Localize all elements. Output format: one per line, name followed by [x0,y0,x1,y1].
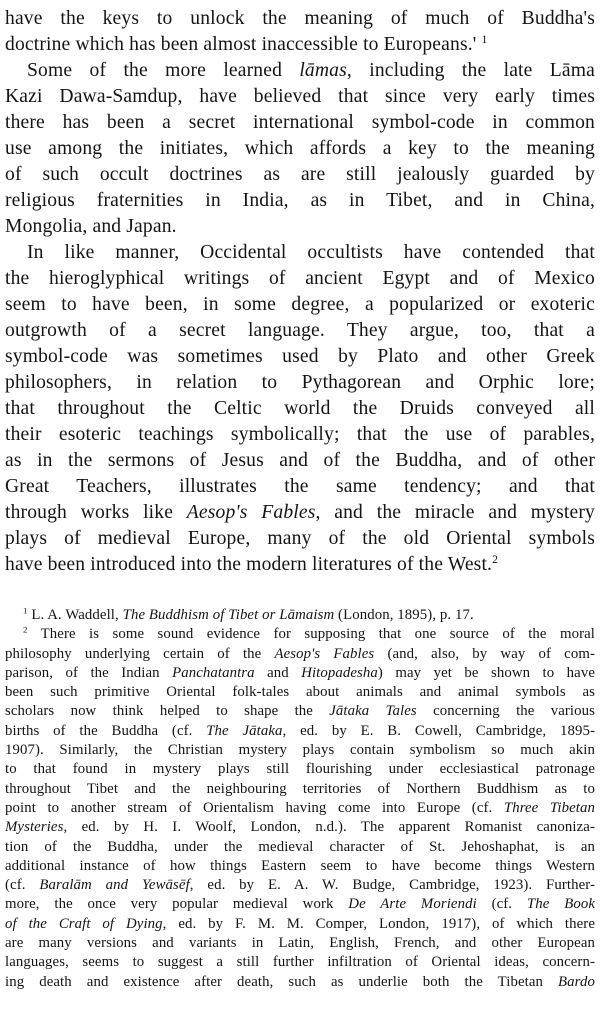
italic-text: De Arte Moriendi [348,896,477,913]
text-line [5,474,595,500]
footnote-line [5,683,595,702]
footnote-line [5,953,595,972]
italic-text: Mysteries [5,819,64,836]
text-run: L. A. Waddell, [27,607,123,623]
text-run: ) may yet be shown to have [377,664,596,681]
text-run: are many versions and variants in Latin, English, French, and other European [5,935,595,952]
text-run: (cf. [5,877,40,894]
text-run: have the keys to unlock the meaning of much of Buddha's [5,8,595,29]
text-line [5,58,595,84]
text-run: to that found in mystery plays still flourishing under ecclesiastical patronage [5,761,595,778]
text-run: philosophy underlying certain of the [5,645,275,662]
text-line [5,32,595,58]
text-run: the hieroglyphical writings of ancient Egypt and of Mexico [5,268,595,289]
text-line [5,370,595,396]
text-line [5,6,595,32]
text-line [5,292,595,318]
footnote-line [5,895,595,914]
footnote-line [5,760,595,779]
text-run: tion of the Buddha, under the medieval character of St. Jehoshaphat, is an [5,838,595,855]
text-run: through works like [5,502,187,523]
footnotes [5,606,595,992]
footnote-line [5,857,595,876]
text-line [5,396,595,422]
text-run: symbol-code was sometimes used by Plato and other Greek [5,346,595,367]
footnote-line [5,818,595,837]
footnote-line [5,741,595,760]
footnote-line [5,934,595,953]
footnote-marker: 2 [492,552,499,566]
text-run: , ed. by E. A. W. Budge, Cambridge, 1923). Further- [189,877,595,894]
text-run: point to another stream of Orientalism having come into Europe (cf. [5,799,504,816]
text-run: (London, 1895), p. 17. [334,607,474,623]
text-run: scholars now think helped to shape the [5,703,330,720]
italic-text: Bardo [558,973,595,990]
text-run: , ed. by E. B. Cowell, Cambridge, 1895- [282,722,595,739]
text-run: outgrowth of a secret language. They argue, too, that a [5,320,595,341]
footnote-line [5,625,595,644]
text-line [5,84,595,110]
text-line [5,266,595,292]
text-run: (and, also, by way of com- [374,645,595,662]
text-line [5,422,595,448]
text-run: concerning the various [416,703,596,720]
text-run: doctrine which has been almost inaccessible to Europeans.' [5,34,482,55]
italic-text: Aesop's Fables [186,502,316,523]
text-run: , including the late Lāma [346,60,596,81]
text-run: In like manner, Occidental occultists have contended that [27,242,595,263]
text-run: of such occult doctrines as are still jealously guarded by [5,164,595,185]
text-line [5,526,595,552]
text-run: ing death and existence after death, such as underlie both the Tibetan [5,973,559,990]
text-run: philosophers, in relation to Pythagorean and Orphic lore; [5,372,595,393]
footnote-line [5,838,595,857]
text-line [5,552,595,578]
italic-text: lāmas [299,60,347,81]
text-run: that throughout the Celtic world the Druids conveyed all [5,398,595,419]
footnote-line [5,645,595,664]
text-line [5,214,595,240]
italic-text: The Jātaka [206,722,283,739]
text-run: (cf. [476,896,527,913]
text-line [5,344,595,370]
italic-text: The Book [526,896,595,913]
text-line [5,110,595,136]
italic-text: Three Tibetan [503,799,595,816]
main-text [5,6,595,578]
text-run: parison, of the Indian [5,664,173,681]
text-run: Some of the more learned [27,60,300,81]
footnote-marker: 1 [23,605,28,616]
text-run: and [254,664,302,681]
text-line [5,240,595,266]
italic-text: Aesop's Fables [274,645,375,662]
text-run: religious fraternities in India, as in Tibet, and in China, [5,190,595,211]
text-run: use among the initiates, which affords a key to the meaning [5,138,595,159]
footnote-line [5,664,595,683]
italic-text: Hitopadesha [301,664,378,681]
italic-text: Panchatantra [172,664,255,681]
text-run: Great Teachers, illustrates the same tendency; and that [5,476,595,497]
text-run: seem to have been, in some degree, a popularized or exoteric [5,294,595,315]
footnote-marker: 2 [23,624,28,635]
text-line [5,318,595,344]
text-run: additional instance of how things Eastern seem to have become things Western [5,857,595,874]
text-run: There is some sound evidence for supposing that one source of the moral [27,626,595,643]
text-run: as in the sermons of Jesus and of the Buddha, and of other [5,450,595,471]
text-run: Mongolia, and Japan. [5,216,177,237]
text-line [5,188,595,214]
text-run: , ed. by F. M. M. Comper, London, 1917), of which there [162,915,595,932]
text-run: plays of medieval Europe, many of the old Oriental symbols [5,528,595,549]
text-run: Kazi Dawa-Samdup, have believed that since very early times [5,86,595,107]
text-run: births of the Buddha (cf. [5,722,207,739]
italic-text: Jātaka Tales [329,703,417,720]
footnote-line [5,780,595,799]
text-run: more, the once very popular medieval work [5,896,349,913]
text-line [5,136,595,162]
text-run: have been introduced into the modern literatures of the West. [5,554,493,575]
footnote-line [5,799,595,818]
italic-text: Baralām and Yewāsēf [39,877,190,894]
text-run: been such primitive Oriental folk-tales about animals and animal symbols as [5,684,595,701]
footnote-marker: 1 [481,32,488,46]
text-run: 1907). Similarly, the Christian mystery plays contain symbolism so much akin [5,742,595,759]
footnote-line [5,973,595,992]
italic-text: The Buddhism of Tibet or Lāmaism [122,607,335,623]
text-run: languages, seems to suggest a still further infiltration of Oriental ideas, concern- [5,954,595,971]
text-run: there has been a secret international symbol-code in common [5,112,595,133]
footnote-line [5,606,595,625]
footnote-line [5,722,595,741]
text-run: , and the miracle and mystery [315,502,595,523]
text-line [5,162,595,188]
text-run: throughout Tibet and the neighbouring territories of Northern Buddhism as to [5,780,595,797]
footnote-line [5,702,595,721]
footnote-line [5,915,595,934]
text-line [5,500,595,526]
text-line [5,448,595,474]
text-run: their esoteric teachings symbolically; that the use of parables, [5,424,595,445]
footnote-line [5,876,595,895]
italic-text: of the Craft of Dying [5,915,163,932]
text-run: , ed. by H. I. Woolf, London, n.d.). The apparent Romanist canoniza- [63,819,595,836]
